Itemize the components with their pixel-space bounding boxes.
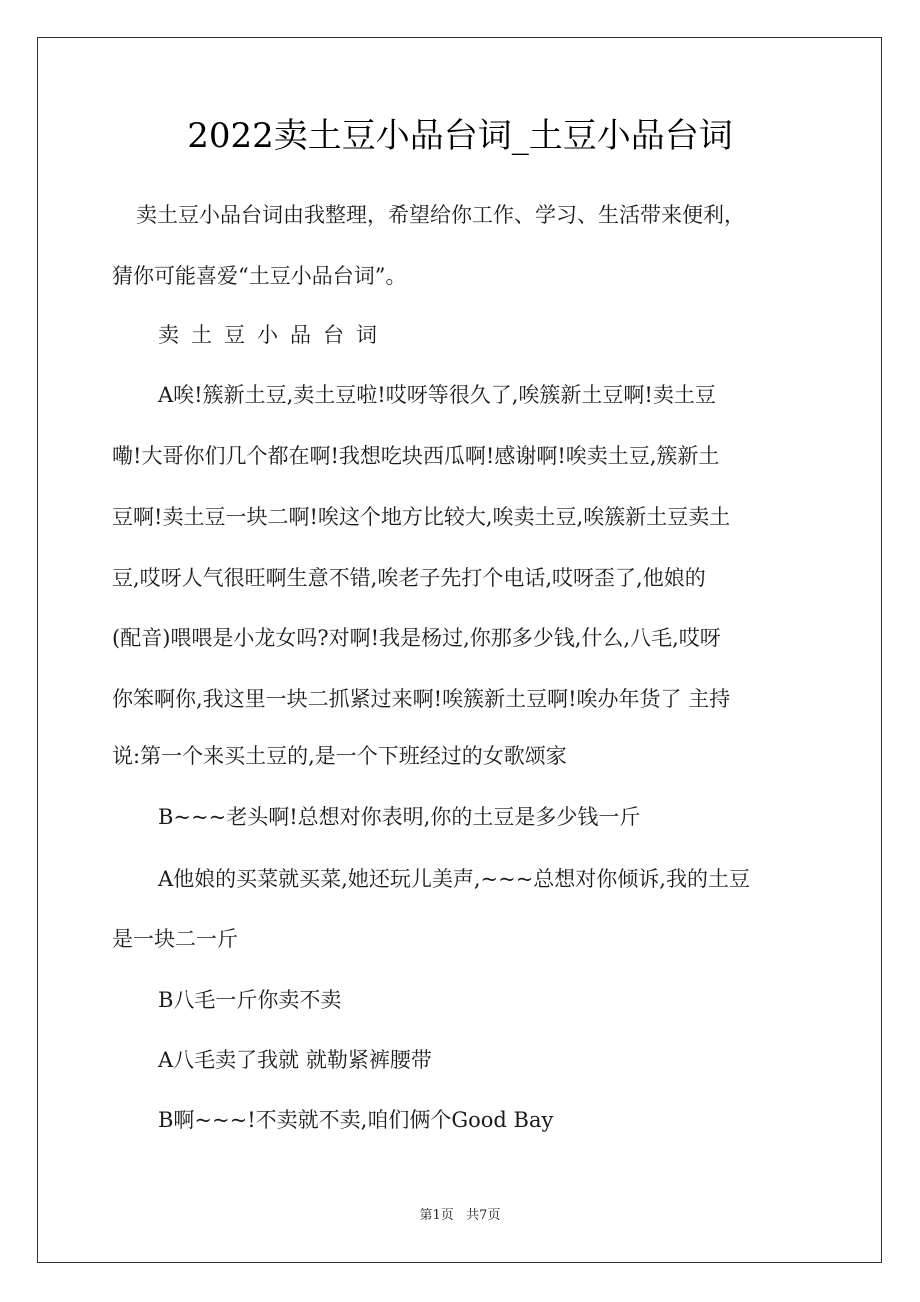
script-line: A唉!簇新土豆,卖土豆啦!哎呀等很久了,唉簇新土豆啊!卖土豆 (158, 383, 716, 407)
script-line: 豆,哎呀人气很旺啊生意不错,唉老子先打个电话,哎呀歪了,他娘的 (112, 566, 706, 590)
page-indicator: 第1页 共7页 (419, 1208, 501, 1223)
script-line: A他娘的买菜就买菜,她还玩儿美声,~~~总想对你倾诉,我的土豆 (158, 867, 750, 891)
script-line: B啊~~~!不卖就不卖,咱们俩个Good Bay (158, 1108, 554, 1132)
document-title: 2022卖土豆小品台词_土豆小品台词 (187, 116, 733, 156)
script-line: (配音)喂喂是小龙女吗?对啊!我是杨过,你那多少钱,什么,八毛,哎呀 (112, 626, 721, 650)
script-line: 是一块二一斤 (112, 927, 238, 951)
section-heading: 卖土豆小品台词 (158, 323, 389, 347)
script-line: 豆啊!卖土豆一块二啊!唉这个地方比较大,唉卖土豆,唉簇新土豆卖土 (112, 505, 731, 529)
script-line: B八毛一斤你卖不卖 (158, 988, 342, 1012)
intro-line-2: 猜你可能喜爱“土豆小品台词”。 (112, 264, 407, 288)
script-line: 嘞!大哥你们几个都在啊!我想吃块西瓜啊!感谢啊!唉卖土豆,簇新土 (112, 444, 720, 468)
script-line: B~~~老头啊!总想对你表明,你的土豆是多少钱一斤 (158, 805, 641, 829)
script-line: 说:第一个来买土豆的,是一个下班经过的女歌颂家 (112, 744, 567, 768)
script-line: 你笨啊你,我这里一块二抓紧过来啊!唉簇新土豆啊!唉办年货了 主持 (112, 687, 731, 711)
script-line: A八毛卖了我就 就勒紧裤腰带 (158, 1048, 432, 1072)
intro-line-1: 卖土豆小品台词由我整理，希望给你工作、学习、生活带来便利， (136, 203, 745, 227)
